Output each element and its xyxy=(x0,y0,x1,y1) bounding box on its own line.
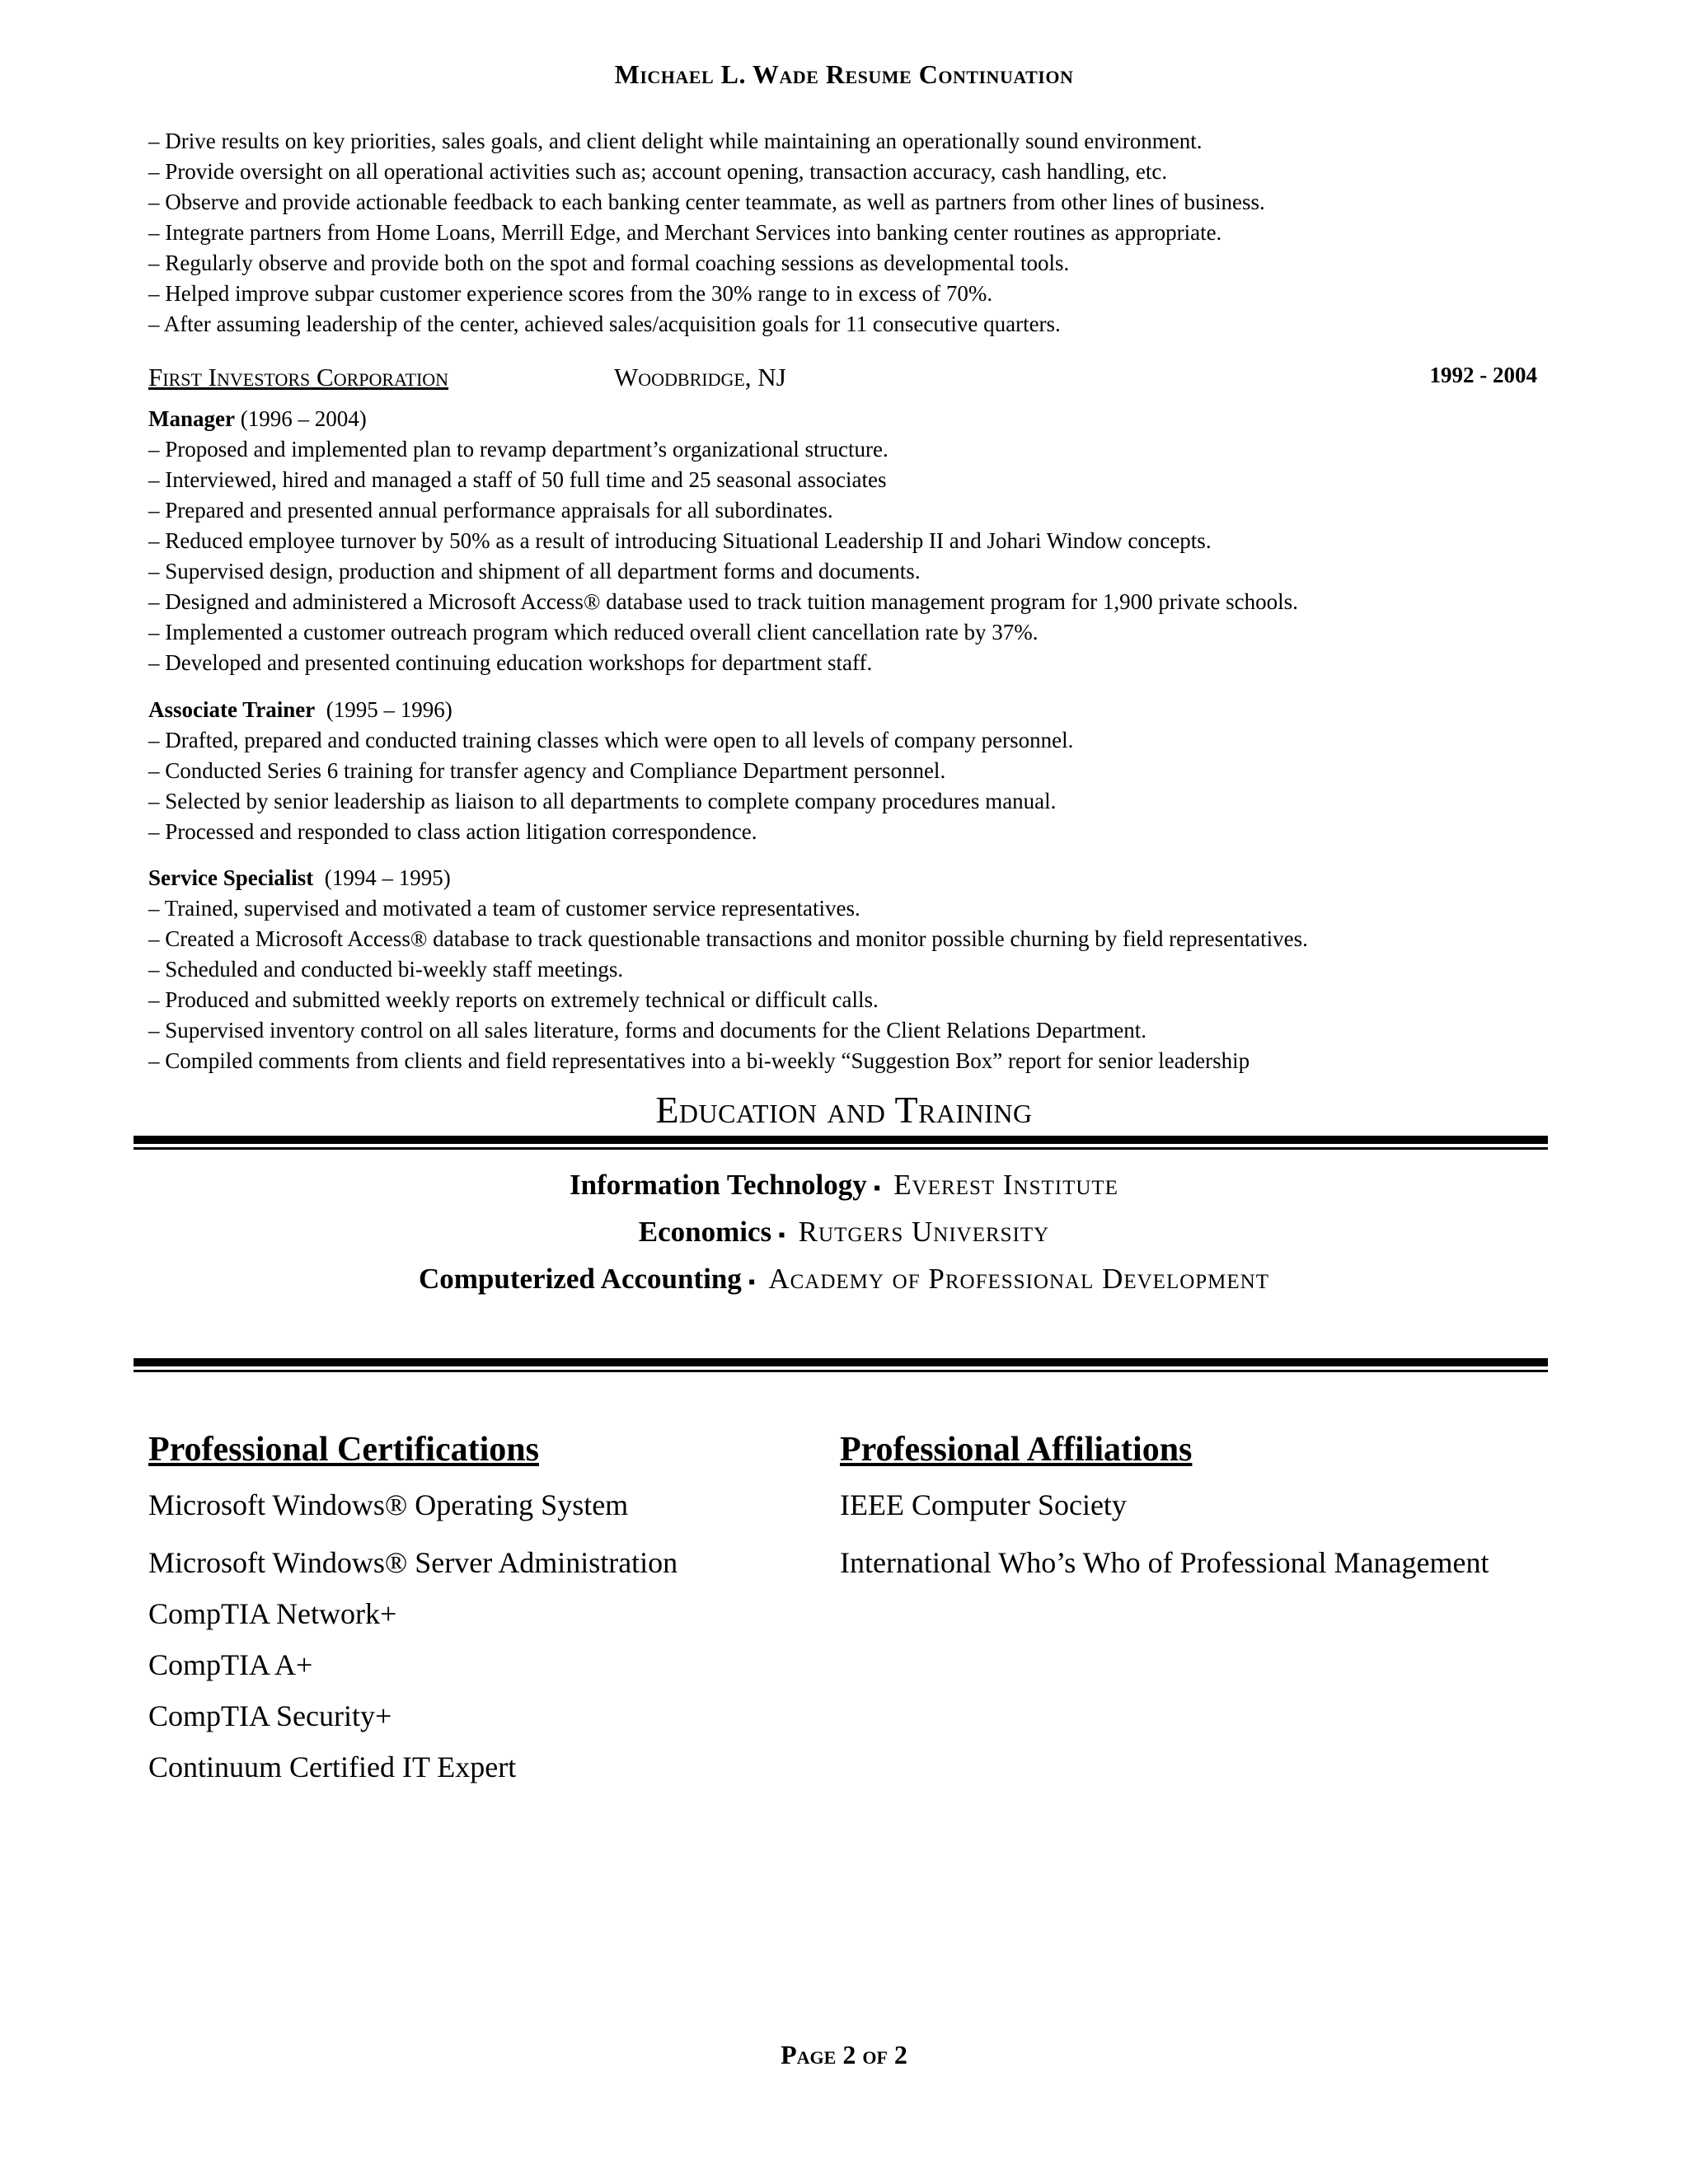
bullet-item: – Drive results on key priorities, sales goals, and client delight while maintaining an operationally sound environment. xyxy=(148,129,1203,153)
role-service-specialist xyxy=(148,863,451,893)
bullet-item: – After assuming leadership of the center, achieved sales/acquisition goals for 11 consecutive quarters. xyxy=(148,312,1061,336)
role-title: Service Specialist xyxy=(148,865,314,890)
section-divider-top xyxy=(134,1136,1548,1150)
page-header-title: Michael L. Wade Resume Continuation xyxy=(614,59,1074,89)
certifications-list xyxy=(148,1488,678,1801)
degree: Computerized Accounting xyxy=(419,1263,742,1295)
education-entry xyxy=(0,1169,1688,1202)
list-item: Continuum Certified IT Expert xyxy=(148,1750,517,1783)
bullet-item: – Helped improve subpar customer experience scores from the 30% range to in excess of 70%. xyxy=(148,281,993,306)
bullet-item: – Prepared and presented annual performance appraisals for all subordinates. xyxy=(148,498,833,523)
role-associate-trainer xyxy=(148,695,452,725)
bullet-item: – Regularly observe and provide both on the spot and formal coaching sessions as developmental tools. xyxy=(148,251,1070,275)
affiliations-list xyxy=(840,1488,1489,1596)
service-specialist-bullets xyxy=(148,893,1550,1076)
bullet-item: – Designed and administered a Microsoft Access® database used to track tuition management program for 1,900 private schools. xyxy=(148,589,1298,614)
bullet-item: – Integrate partners from Home Loans, Merrill Edge, and Merchant Services into banking center routines as appropriate. xyxy=(148,220,1222,245)
company-location: Woodbridge, NJ xyxy=(614,363,786,391)
bullet-item: – Provide oversight on all operational activities such as; account opening, transaction accuracy, cash handling, etc. xyxy=(148,159,1168,184)
list-item: Microsoft Windows® Operating System xyxy=(148,1488,629,1521)
role-title: Manager xyxy=(148,406,235,431)
bullet-item: – Interviewed, hired and managed a staff of 50 full time and 25 seasonal associates xyxy=(148,467,887,492)
associate-trainer-bullets xyxy=(148,725,1550,847)
list-item: CompTIA Security+ xyxy=(148,1699,392,1732)
role-period: (1996 – 2004) xyxy=(234,406,367,431)
role-period: (1994 – 1995) xyxy=(313,865,451,890)
bullet-item: – Supervised design, production and shipment of all department forms and documents. xyxy=(148,559,921,583)
bullet-item: – Observe and provide actionable feedback to each banking center teammate, as well as partners from other lines of business. xyxy=(148,190,1265,214)
role-period: (1995 – 1996) xyxy=(315,697,452,722)
role-manager xyxy=(148,404,367,434)
degree: Information Technology xyxy=(570,1169,867,1201)
bullet-separator-icon: ▪ xyxy=(778,1225,785,1246)
section-divider-bottom xyxy=(134,1358,1548,1372)
list-item: IEEE Computer Society xyxy=(840,1488,1127,1521)
list-item: Microsoft Windows® Server Administration xyxy=(148,1546,678,1579)
list-item: International Who’s Who of Professional Management xyxy=(840,1546,1489,1579)
affiliations-heading: Professional Affiliations xyxy=(840,1431,1193,1469)
bullet-item: – Drafted, prepared and conducted training classes which were open to all levels of company personnel. xyxy=(148,728,1074,752)
degree: Economics xyxy=(638,1216,772,1248)
bullet-item: – Processed and responded to class action litigation correspondence. xyxy=(148,819,757,844)
bullet-item: – Compiled comments from clients and field representatives into a bi-weekly “Suggestion Box” report for senior leadership xyxy=(148,1048,1250,1073)
bullet-item: – Reduced employee turnover by 50% as a result of introducing Situational Leadership II and Johari Window concepts. xyxy=(148,528,1212,553)
bullet-item: – Conducted Series 6 training for transfer agency and Compliance Department personnel. xyxy=(148,758,946,783)
certifications-heading: Professional Certifications xyxy=(148,1431,539,1469)
bullet-item: – Trained, supervised and motivated a team of customer service representatives. xyxy=(148,896,860,921)
bullet-item: – Implemented a customer outreach program which reduced overall client cancellation rate by 37%. xyxy=(148,620,1039,644)
role-title: Associate Trainer xyxy=(148,697,316,722)
bullet-item: – Scheduled and conducted bi-weekly staff meetings. xyxy=(148,957,624,982)
school: Rutgers University xyxy=(798,1216,1050,1248)
job-header xyxy=(148,363,1550,396)
job-dates: 1992 - 2004 xyxy=(1429,363,1537,387)
manager-bullets xyxy=(148,434,1550,678)
bullet-item: – Proposed and implemented plan to revamp department’s organizational structure. xyxy=(148,437,889,462)
bullet-item: – Produced and submitted weekly reports on extremely technical or difficult calls. xyxy=(148,987,879,1012)
company-name: First Investors Corporation xyxy=(148,363,449,391)
bullet-separator-icon: ▪ xyxy=(873,1178,881,1199)
education-entry xyxy=(0,1263,1688,1296)
bullet-item: – Selected by senior leadership as liaison to all departments to complete company procedures manual. xyxy=(148,789,1057,813)
education-section-title: Education and Training xyxy=(655,1089,1033,1131)
school: Academy of Professional Development xyxy=(768,1263,1269,1295)
bullet-item: – Created a Microsoft Access® database to track questionable transactions and monitor possible churning by field representatives. xyxy=(148,926,1308,951)
bullet-item: – Developed and presented continuing education workshops for department staff. xyxy=(148,650,873,675)
list-item: CompTIA Network+ xyxy=(148,1597,397,1630)
school: Everest Institute xyxy=(893,1169,1118,1201)
previous-job-bullets xyxy=(148,126,1550,340)
bullet-separator-icon: ▪ xyxy=(748,1272,756,1293)
page-number: Page 2 of 2 xyxy=(781,2040,907,2069)
bullet-item: – Supervised inventory control on all sales literature, forms and documents for the Client Relations Department. xyxy=(148,1018,1146,1043)
list-item: CompTIA A+ xyxy=(148,1648,313,1681)
education-entry xyxy=(0,1216,1688,1249)
